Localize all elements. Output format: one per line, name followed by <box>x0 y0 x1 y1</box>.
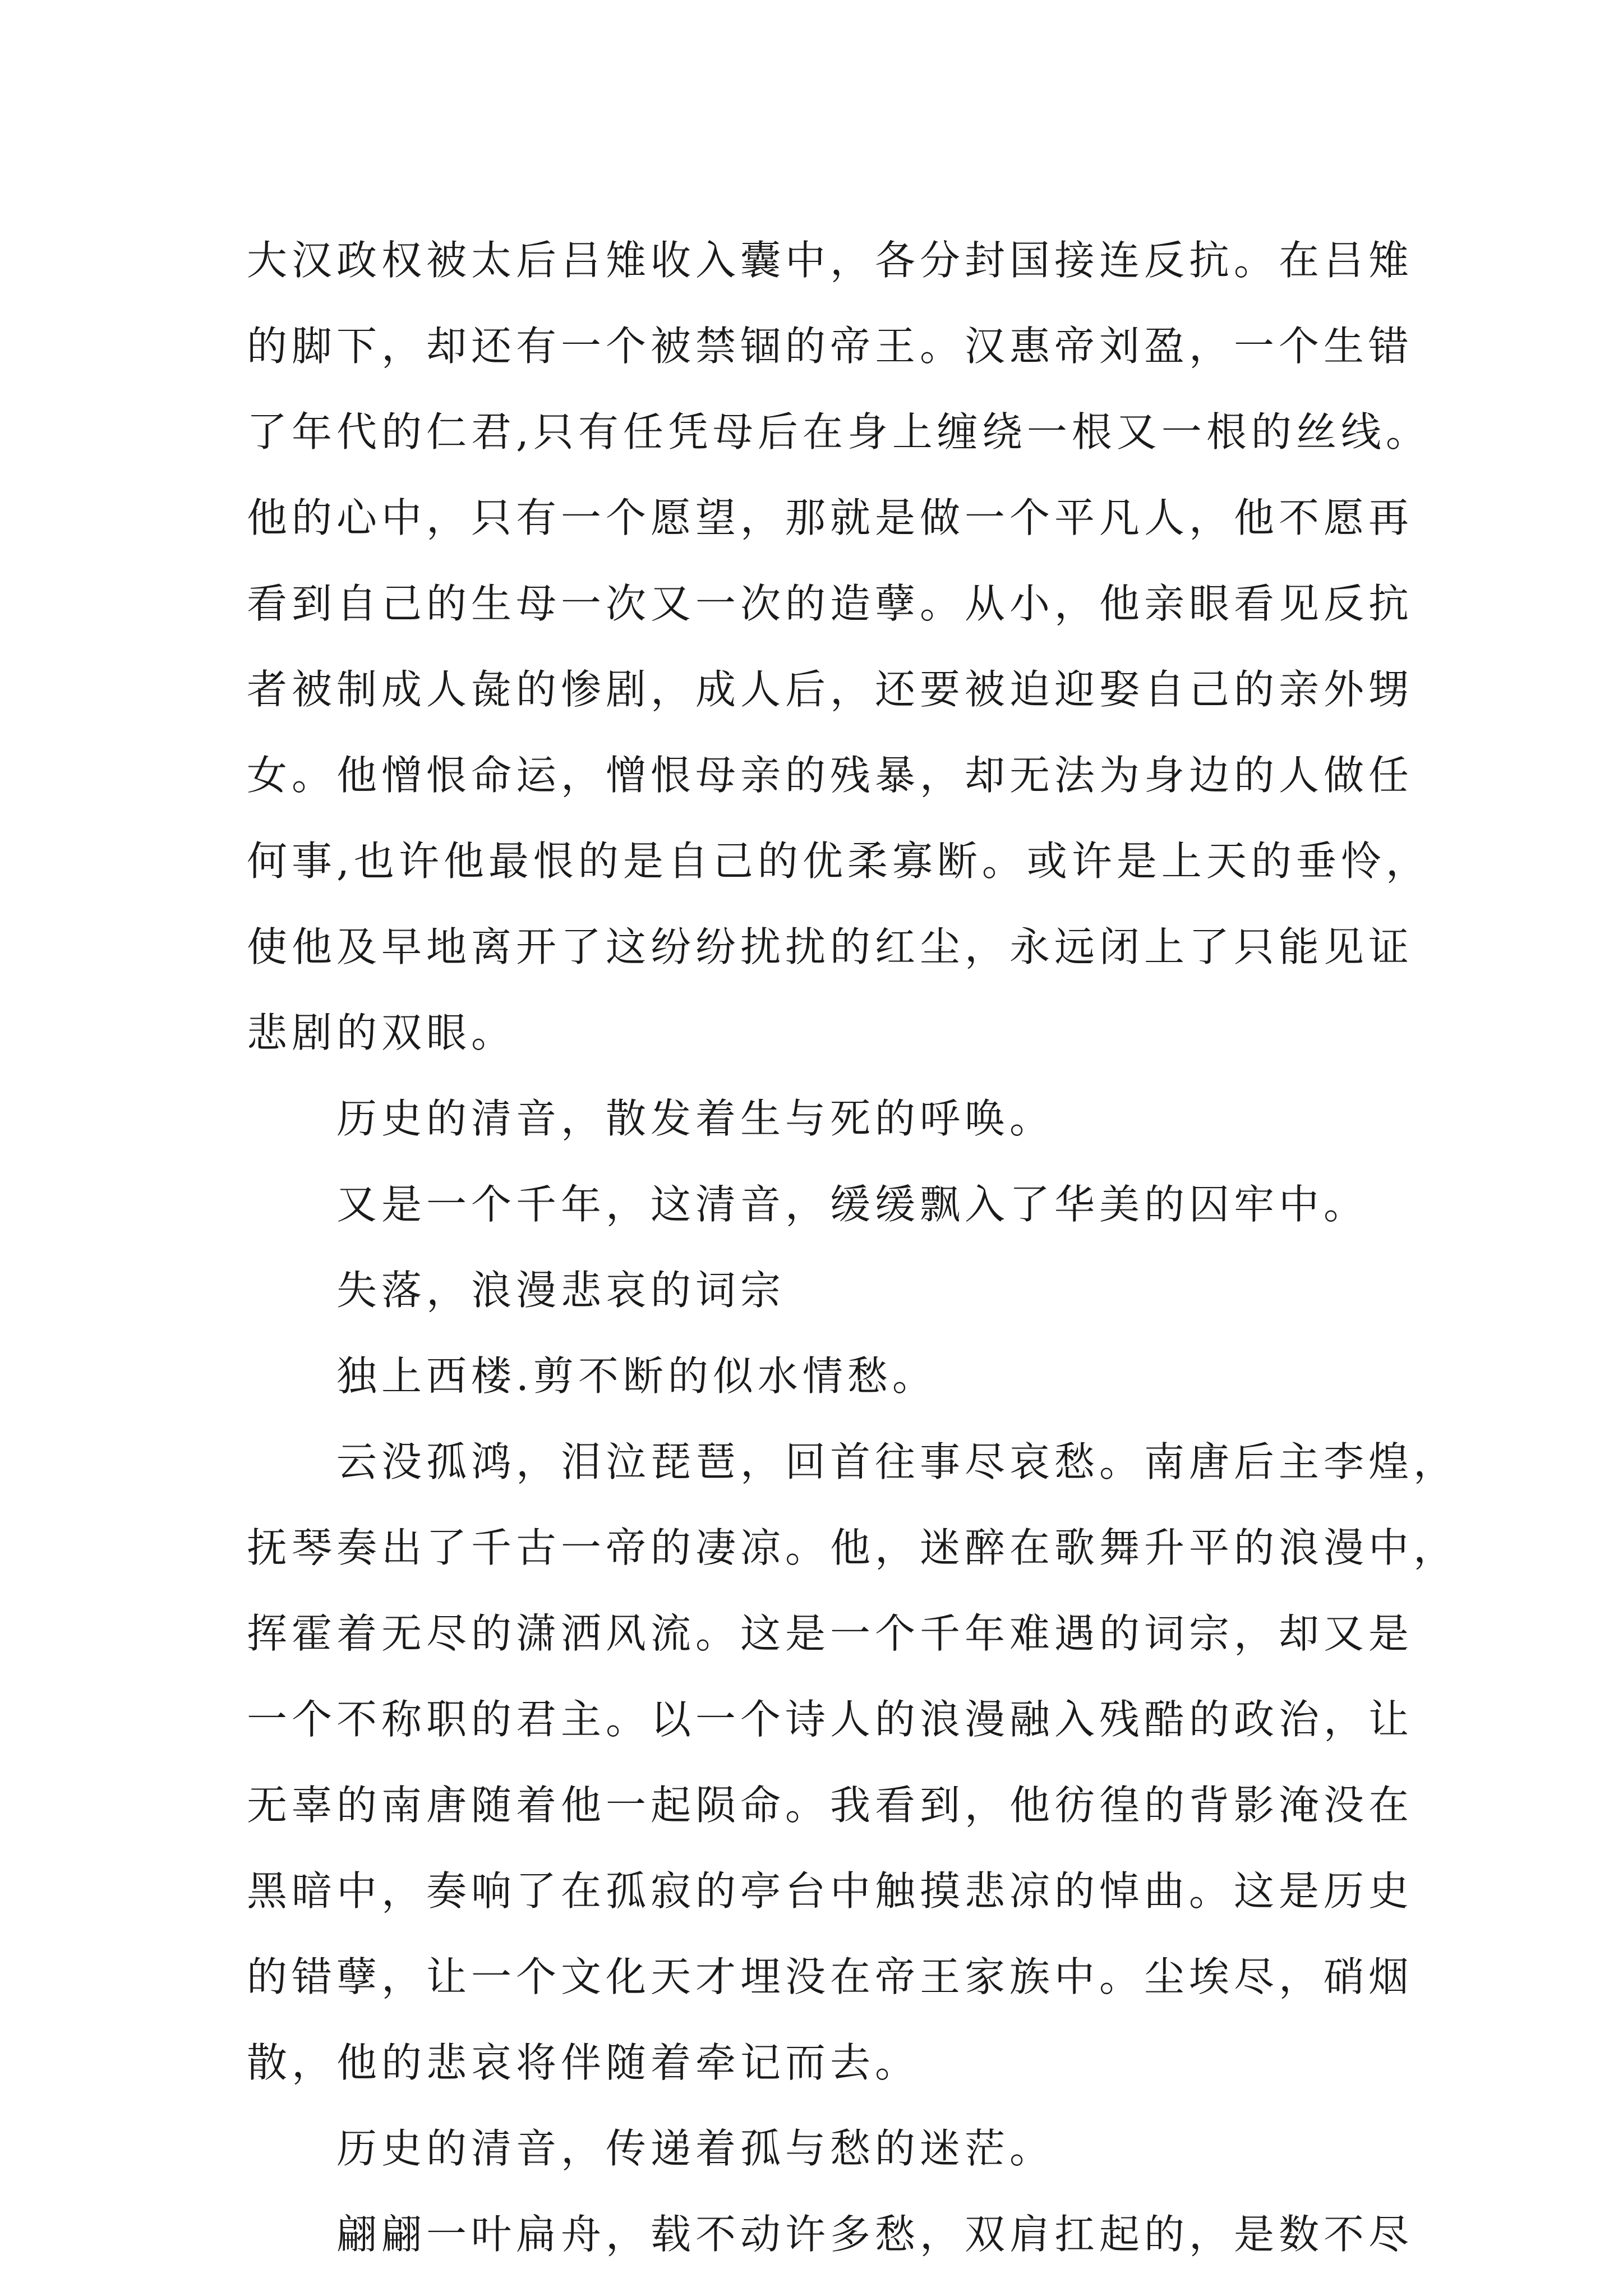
text-line: 使他及早地离开了这纷纷扰扰的红尘，永远闭上了只能见证 <box>247 923 1414 970</box>
text-line: 云没孤鸿，泪泣琵琶，回首往事尽哀愁。南唐后主李煌， <box>336 1438 1459 1485</box>
text-line: 了年代的仁君,只有任凭母后在身上缠绕一根又一根的丝线。 <box>247 408 1431 455</box>
text-line: 又是一个千年，这清音，缓缓飘入了华美的囚牢中。 <box>336 1181 1369 1228</box>
text-line: 看到自己的生母一次又一次的造孽。从小，他亲眼看见反抗 <box>247 580 1414 627</box>
text-line: 者被制成人彘的惨剧，成人后，还要被迫迎娶自己的亲外甥 <box>247 666 1414 713</box>
text-line: 历史的清音，散发着生与死的呼唤。 <box>336 1095 1055 1142</box>
text-line: 历史的清音，传递着孤与愁的迷茫。 <box>336 2125 1055 2172</box>
text-line: 翩翩一叶扁舟，载不动许多愁，双肩扛起的，是数不尽 <box>336 2211 1414 2258</box>
text-line: 悲剧的双眼。 <box>247 1009 517 1056</box>
text-line: 一个不称职的君主。以一个诗人的浪漫融入残酷的政治，让 <box>247 1696 1414 1743</box>
text-line: 无辜的南唐随着他一起陨命。我看到，他彷徨的背影淹没在 <box>247 1782 1414 1829</box>
text-line: 独上西楼.剪不断的似水情愁。 <box>336 1352 937 1400</box>
text-line: 他的心中，只有一个愿望，那就是做一个平凡人，他不愿再 <box>247 494 1414 541</box>
text-line: 挥霍着无尽的潇洒风流。这是一个千年难遇的词宗，却又是 <box>247 1610 1414 1657</box>
text-line: 大汉政权被太后吕雉收入囊中，各分封国接连反抗。在吕雉 <box>247 237 1414 284</box>
text-line: 的错孽，让一个文化天才埋没在帝王家族中。尘埃尽，硝烟 <box>247 1953 1414 2000</box>
text-line: 何事,也许他最恨的是自己的优柔寡断。或许是上天的垂怜， <box>247 838 1431 885</box>
text-line: 黑暗中，奏响了在孤寂的亭台中触摸悲凉的悼曲。这是历史 <box>247 1867 1414 1915</box>
body-text <box>247 218 1459 2277</box>
text-line: 散，他的悲哀将伴随着牵记而去。 <box>247 2039 920 2086</box>
text-line: 抚琴奏出了千古一帝的凄凉。他，迷醉在歌舞升平的浪漫中， <box>247 1524 1459 1571</box>
text-line: 失落，浪漫悲哀的词宗 <box>336 1267 786 1314</box>
text-line: 的脚下，却还有一个被禁锢的帝王。汉惠帝刘盈，一个生错 <box>247 323 1414 370</box>
text-line: 女。他憎恨命运，憎恨母亲的残暴，却无法为身边的人做任 <box>247 752 1414 799</box>
